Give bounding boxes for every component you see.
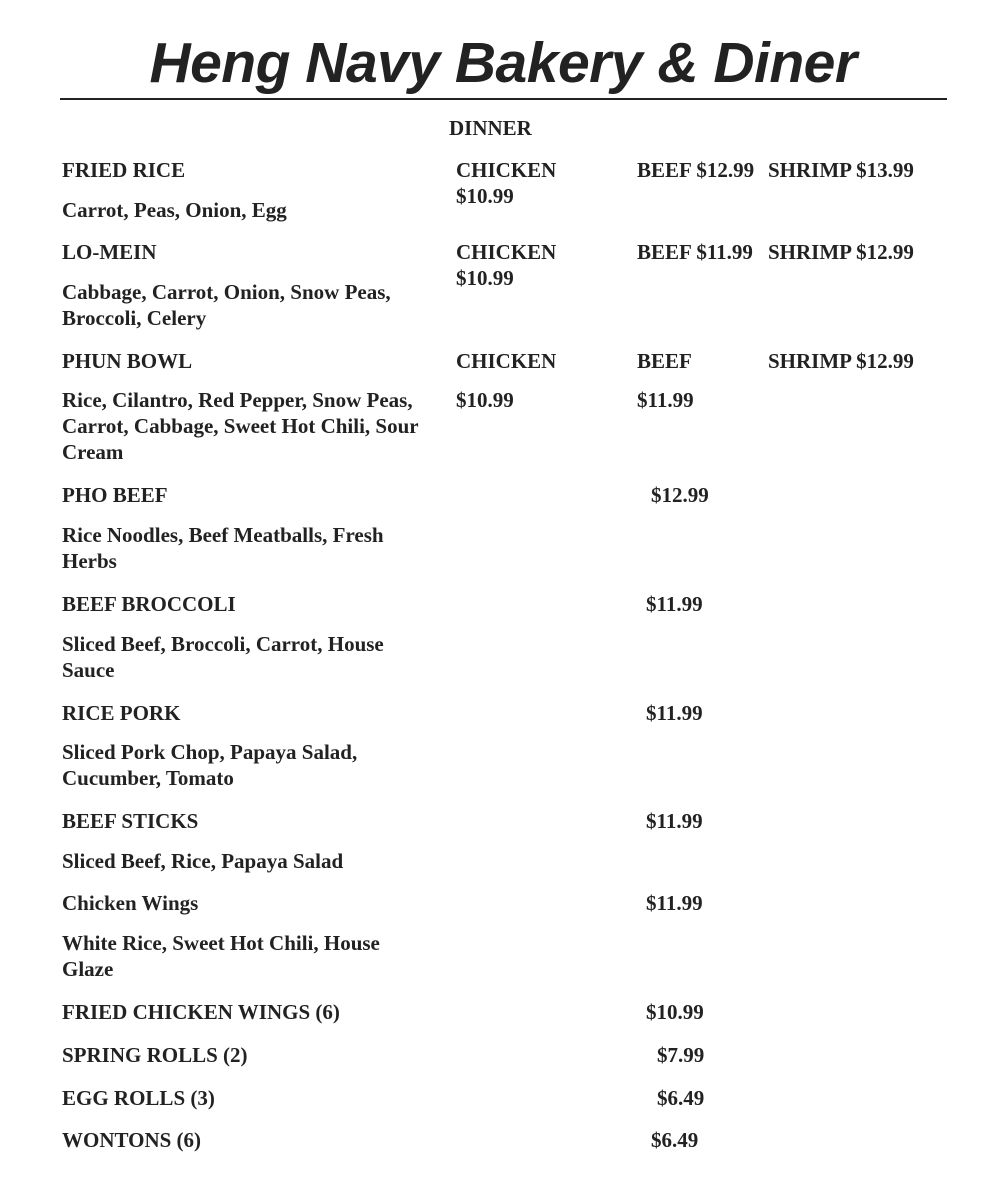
chicken-price: $10.99 <box>456 266 514 290</box>
shrimp-price: SHRIMP $13.99 <box>768 158 914 182</box>
item-price: $6.49 <box>657 1086 705 1110</box>
item-description: Cucumber, Tomato <box>62 766 234 790</box>
item-name-egg-rolls: EGG ROLLS (3) <box>62 1086 215 1110</box>
item-name-beef-broccoli: BEEF BROCCOLI <box>62 592 236 616</box>
beef-label: BEEF <box>637 349 692 373</box>
item-description: Sliced Beef, Broccoli, Carrot, House <box>62 632 384 656</box>
item-price: $12.99 <box>651 483 709 507</box>
item-name-beef-sticks: BEEF STICKS <box>62 809 199 833</box>
item-name-lo-mein: LO-MEIN <box>62 240 157 264</box>
item-price: $6.49 <box>651 1128 699 1152</box>
item-description: Glaze <box>62 957 114 981</box>
item-name-fried-chicken-wings: FRIED CHICKEN WINGS (6) <box>62 1000 340 1024</box>
item-price: $11.99 <box>646 701 703 725</box>
item-name-wontons: WONTONS (6) <box>62 1128 202 1152</box>
item-description: Rice Noodles, Beef Meatballs, Fresh <box>62 523 384 547</box>
item-description: Herbs <box>62 549 117 573</box>
item-description: Broccoli, Celery <box>62 306 207 330</box>
beef-price: BEEF $12.99 <box>637 158 755 182</box>
item-price: $7.99 <box>657 1043 705 1067</box>
section-heading: DINNER <box>449 116 532 140</box>
item-description: Cream <box>62 440 124 464</box>
item-description: Sliced Beef, Rice, Papaya Salad <box>62 849 344 873</box>
item-price: $11.99 <box>646 592 703 616</box>
item-description: Rice, Cilantro, Red Pepper, Snow Peas, <box>62 388 413 412</box>
item-price: $11.99 <box>646 809 703 833</box>
shrimp-price: SHRIMP $12.99 <box>768 349 914 373</box>
beef-price: $11.99 <box>637 388 694 412</box>
item-price: $10.99 <box>646 1000 704 1024</box>
chicken-price: $10.99 <box>456 388 514 412</box>
item-name-spring-rolls: SPRING ROLLS (2) <box>62 1043 248 1067</box>
item-description: Carrot, Peas, Onion, Egg <box>62 198 287 222</box>
title-divider <box>60 98 947 100</box>
item-price: $11.99 <box>646 891 703 915</box>
menu-title: Heng Navy Bakery & Diner <box>149 31 857 95</box>
beef-price: BEEF $11.99 <box>637 240 753 264</box>
item-name-phun-bowl: PHUN BOWL <box>62 349 193 373</box>
chicken-label: CHICKEN <box>456 349 557 373</box>
item-description: Carrot, Cabbage, Sweet Hot Chili, Sour <box>62 414 419 438</box>
item-description: Sliced Pork Chop, Papaya Salad, <box>62 740 358 764</box>
chicken-price: $10.99 <box>456 184 514 208</box>
item-description: Sauce <box>62 658 115 682</box>
item-description: Cabbage, Carrot, Onion, Snow Peas, <box>62 280 391 304</box>
item-name-pho-beef: PHO BEEF <box>62 483 168 507</box>
item-name-rice-pork: RICE PORK <box>62 701 181 725</box>
item-description: White Rice, Sweet Hot Chili, House <box>62 931 380 955</box>
chicken-label: CHICKEN <box>456 240 557 264</box>
chicken-label: CHICKEN <box>456 158 557 182</box>
item-name-fried-rice: FRIED RICE <box>62 158 186 182</box>
item-name-chicken-wings: Chicken Wings <box>62 891 199 915</box>
shrimp-price: SHRIMP $12.99 <box>768 240 914 264</box>
